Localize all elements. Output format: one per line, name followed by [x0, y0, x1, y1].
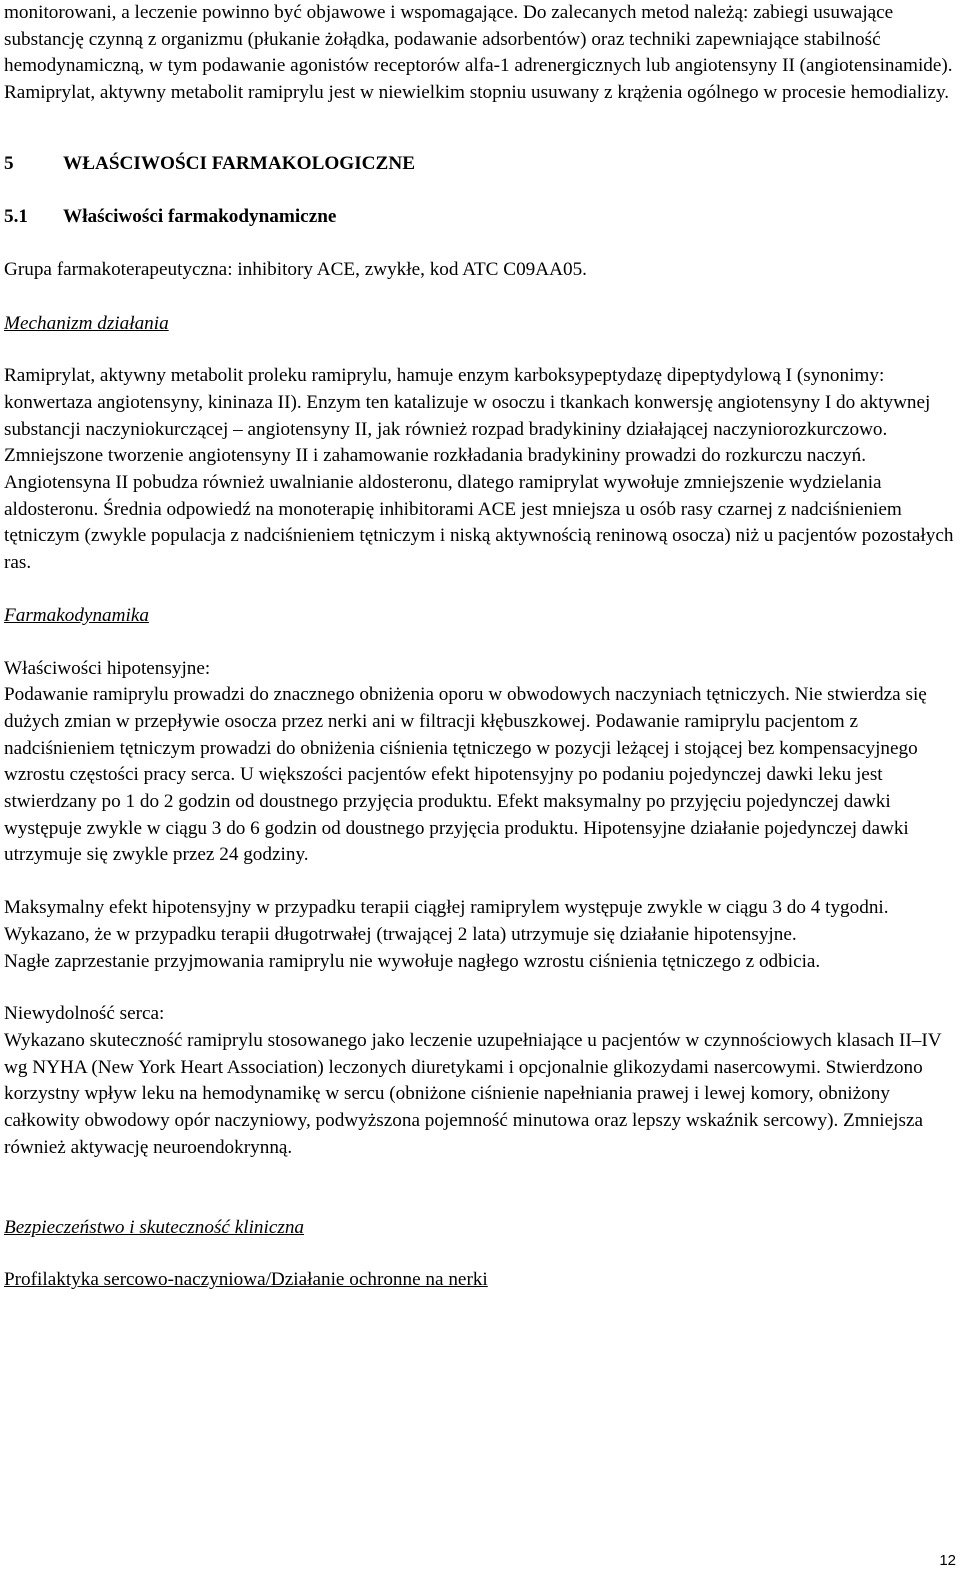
- heart-failure-label: Niewydolność serca:: [4, 1003, 165, 1025]
- heart-failure-paragraph: Wykazano skuteczność ramiprylu stosowanego jako leczenie uzupełniające u pacjentów w czynnościowych klasach II–IV wg NYHA (New York Heart Association) leczonych diuretykami i opcjonalnie glikozydami nasercowymi. Stwierdzono korzystny wpływ leku na hemodynamikę w sercu (obniżone ciśnienie napełniania prawej i lewej komory, obniżony całkowity obwodowy opór naczyniowy, podwyższona pojemność minutowa oraz lepszy wskaźnik sercowy). Zmniejsza również aktywację neuroendokrynną.: [4, 1029, 942, 1158]
- page-number: 12: [939, 1552, 956, 1569]
- section-5-1-number: 5.1: [4, 205, 28, 227]
- hypotensive-paragraph-2: Maksymalny efekt hipotensyjny w przypadku terapii ciągłej ramiprylem występuje zwykle w ciągu 3 do 4 tygodni. Wykazano, że w przypadku terapii długotrwałej (trwającej 2 lata) utrzymuje się działanie hipotensyjne.: [4, 897, 889, 945]
- section-5-number: 5: [4, 152, 14, 174]
- intro-paragraph: monitorowani, a leczenie powinno być objawowe i wspomagające. Do zalecanych metod należą: zabiegi usuwające substancję czynną z organizmu (płukanie żołądka, podawanie adsorbentów) oraz techniki zapewniające stabilność hemodynamiczną, w tym podawanie agonistów receptorów alfa-1 adrenergicznych lub angiotensyny II (angiotensinamide). Ramiprylat, aktywny metabolit ramiprylu jest w niewielkim stopniu usuwany z krążenia ogólnego w procesie hemodializy.: [4, 2, 953, 104]
- section-5-1-heading: [4, 204, 954, 231]
- document-page: [4, 0, 954, 1294]
- cv-prophylaxis-heading: Profilaktyka sercowo-naczyniowa/Działanie ochronne na nerki: [4, 1269, 488, 1291]
- section-5-heading: [4, 151, 954, 178]
- safety-efficacy-heading: Bezpieczeństwo i skuteczność kliniczna: [4, 1216, 305, 1238]
- mechanism-paragraph-1: Ramiprylat, aktywny metabolit proleku ramiprylu, hamuje enzym karboksypeptydazę dipeptydylową I (synonimy: konwertaza angiotensyny, kininaza II). Enzym ten katalizuje w osoczu i tkankach konwersję angiotensyny I do aktywnej substancji naczyniokurczącej – angiotensyny II, jak również rozpad bradykininy działającej naczyniorozkurczowo. Zmniejszone tworzenie angiotensyny II i zahamowanie rozkładania bradykininy prowadzi do rozkurczu naczyń.: [4, 365, 931, 467]
- section-5-title: WŁAŚCIWOŚCI FARMAKOLOGICZNE: [63, 152, 415, 174]
- hypotensive-properties-label: Właściwości hipotensyjne:: [4, 657, 211, 679]
- hypotensive-paragraph-1: Podawanie ramiprylu prowadzi do znacznego obniżenia oporu w obwodowych naczyniach tętniczych. Nie stwierdza się dużych zmian w przepływie osocza przez nerki ani w filtracji kłębuszkowej. Podawanie ramiprylu pacjentom z nadciśnieniem tętniczym prowadzi do obniżenia ciśnienia tętniczego w pozycji leżącej i stojącej bez kompensacyjnego wzrostu częstości pracy serca. U większości pacjentów efekt hipotensyjny po podaniu pojedynczej dawki leku jest stwierdzany po 1 do 2 godzin od doustnego przyjęcia produktu. Efekt maksymalny po przyjęciu pojedynczej dawki występuje zwykle w ciągu 3 do 6 godzin od doustnego przyjęcia produktu. Hipotensyjne działanie pojedynczej dawki utrzymuje się zwykle przez 24 godziny.: [4, 684, 927, 866]
- hypotensive-paragraph-3: Nagłe zaprzestanie przyjmowania ramiprylu nie wywołuje nagłego wzrostu ciśnienia tętniczego z odbicia.: [4, 950, 821, 972]
- mechanism-heading: Mechanizm działania: [4, 312, 169, 334]
- section-5-1-title: Właściwości farmakodynamiczne: [63, 205, 337, 227]
- pharmacotherapeutic-group: Grupa farmakoterapeutyczna: inhibitory ACE, zwykłe, kod ATC C09AA05.: [4, 258, 587, 280]
- pharmacodynamics-heading: Farmakodynamika: [4, 604, 149, 626]
- mechanism-paragraph-2: Angiotensyna II pobudza również uwalnianie aldosteronu, dlatego ramiprylat wywołuje zmniejszenie wydzielania aldosteronu. Średnia odpowiedź na monoterapię inhibitorami ACE jest mniejsza u osób rasy czarnej z nadciśnieniem tętniczym (zwykle populacja z nadciśnieniem tętniczym i niską aktywnością reninową osocza) niż u pacjentów pozostałych ras.: [4, 472, 954, 574]
